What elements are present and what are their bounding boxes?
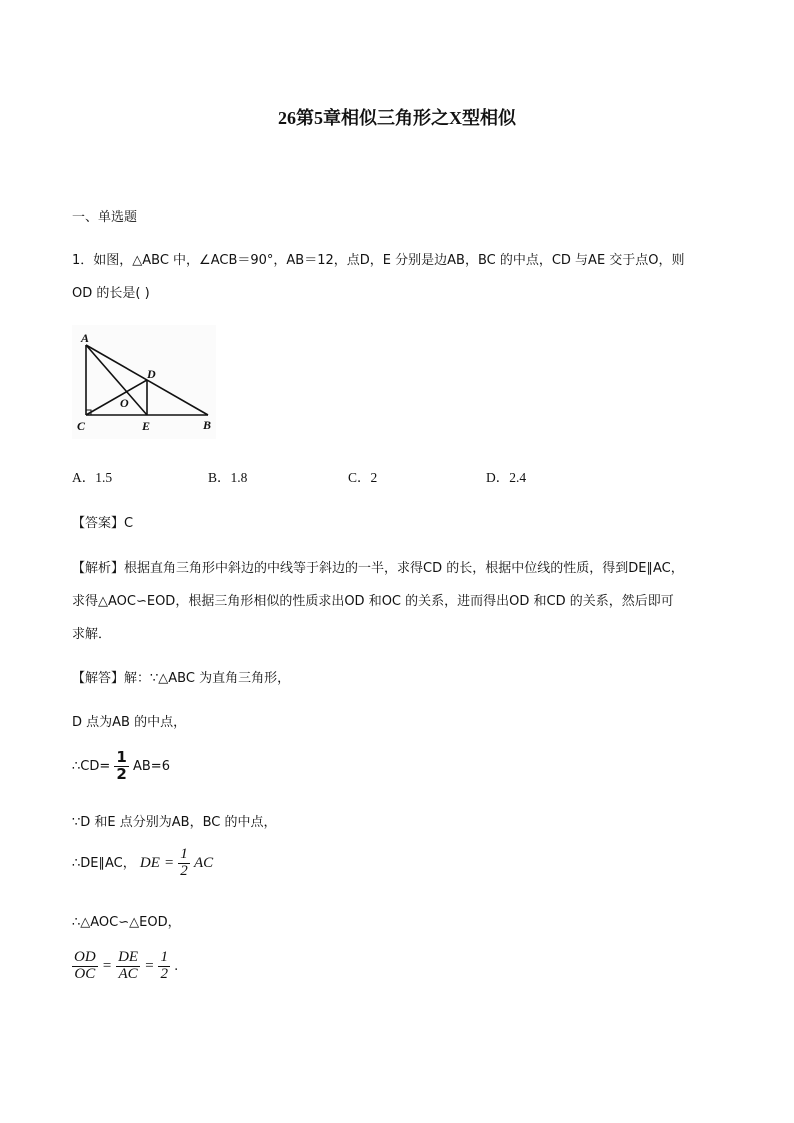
choice-b-letter: B． [208,470,231,485]
choice-a-text: 1.5 [95,470,113,485]
triangle-figure [72,325,216,439]
solution-step7 [72,950,178,983]
fraction-one: 1 [160,949,168,965]
choice-d[interactable] [486,466,526,486]
step5-rhs: AC [193,854,214,871]
label-d: D [147,367,156,381]
step5-denominator: 2 [180,862,188,879]
period: . [174,958,179,974]
solution-step3 [72,750,170,783]
fraction-numerator: 1 [116,748,127,766]
answer-value: C [124,516,134,531]
analysis-text-1: 根据直角三角形中斜边的中线等于斜边的一半，求得CD 的长，根据中位线的性质，得到DE∥AC， [124,561,684,576]
solution-step1-text: 解：∵△ABC 为直角三角形， [124,671,291,686]
choice-b[interactable] [208,466,247,486]
page-title: 26第5章相似三角形之X型相似 [278,108,516,128]
choice-c-text: 2 [370,470,378,485]
label-b: B [203,418,212,432]
choice-a-letter: A． [72,470,96,485]
triangle-diagram [72,325,216,439]
answer-line [72,512,133,531]
question-stem-line2: OD 的长是( ) [72,286,150,301]
fraction-two: 2 [160,965,168,982]
step3-suffix: AB=6 [132,758,170,774]
choice-c-letter: C． [348,470,371,485]
analysis-label: 【解析】 [72,561,125,576]
label-e: E [142,419,151,433]
solution-step1 [72,667,290,686]
fraction-od: OD [74,949,96,965]
solution-label: 【解答】 [72,671,125,686]
solution-step4: ∵D 和E 点分别为AB，BC 的中点， [72,815,277,830]
analysis-line3: 求解． [72,627,112,642]
fraction-od-oc [72,950,98,983]
section-heading: 一、单选题 [72,210,138,225]
analysis-line1 [72,557,684,576]
equals-1: = [101,957,112,974]
fraction-de: DE [118,949,139,965]
label-c: C [77,419,86,433]
segment-ae [86,345,147,415]
fraction-oc: OC [74,965,96,982]
analysis-line2: 求得△AOC∽EOD，根据三角形相似的性质求出OD 和OC 的关系，进而得出OD 和CD 的关系，然后即可 [72,594,674,609]
fraction-de-ac [116,950,140,983]
fraction-half [114,750,128,783]
choice-b-text: 1.8 [230,470,248,485]
answer-label: 【答案】 [72,516,125,531]
step5-lhs: DE [139,854,160,871]
equals-2: = [144,957,155,974]
label-o: O [120,396,129,410]
fraction-denominator: 2 [116,764,127,783]
label-a: A [81,331,90,345]
step5-equals: = [164,854,175,871]
fraction-one-half [158,950,170,983]
step5-prefix: ∴DE∥AC， [72,855,136,871]
choice-c[interactable] [348,466,377,486]
step5-fraction [178,847,190,880]
solution-step2: D 点为AB 的中点， [72,715,187,730]
choice-d-text: 2.4 [509,470,527,485]
step3-prefix: ∴CD= [72,758,111,774]
segment-cd [86,380,147,415]
question-stem-line1: 1．如图，△ABC 中，∠ACB＝90°，AB＝12，点D，E 分别是边AB，BC 的中点，CD 与AE 交于点O，则 [72,253,685,268]
fraction-ac: AC [118,965,138,982]
step5-numerator: 1 [180,846,188,862]
solution-step5 [72,847,213,880]
solution-step6: ∴△AOC∽△EOD， [72,915,181,930]
choice-a[interactable] [72,466,112,486]
choice-d-letter: D． [486,470,510,485]
